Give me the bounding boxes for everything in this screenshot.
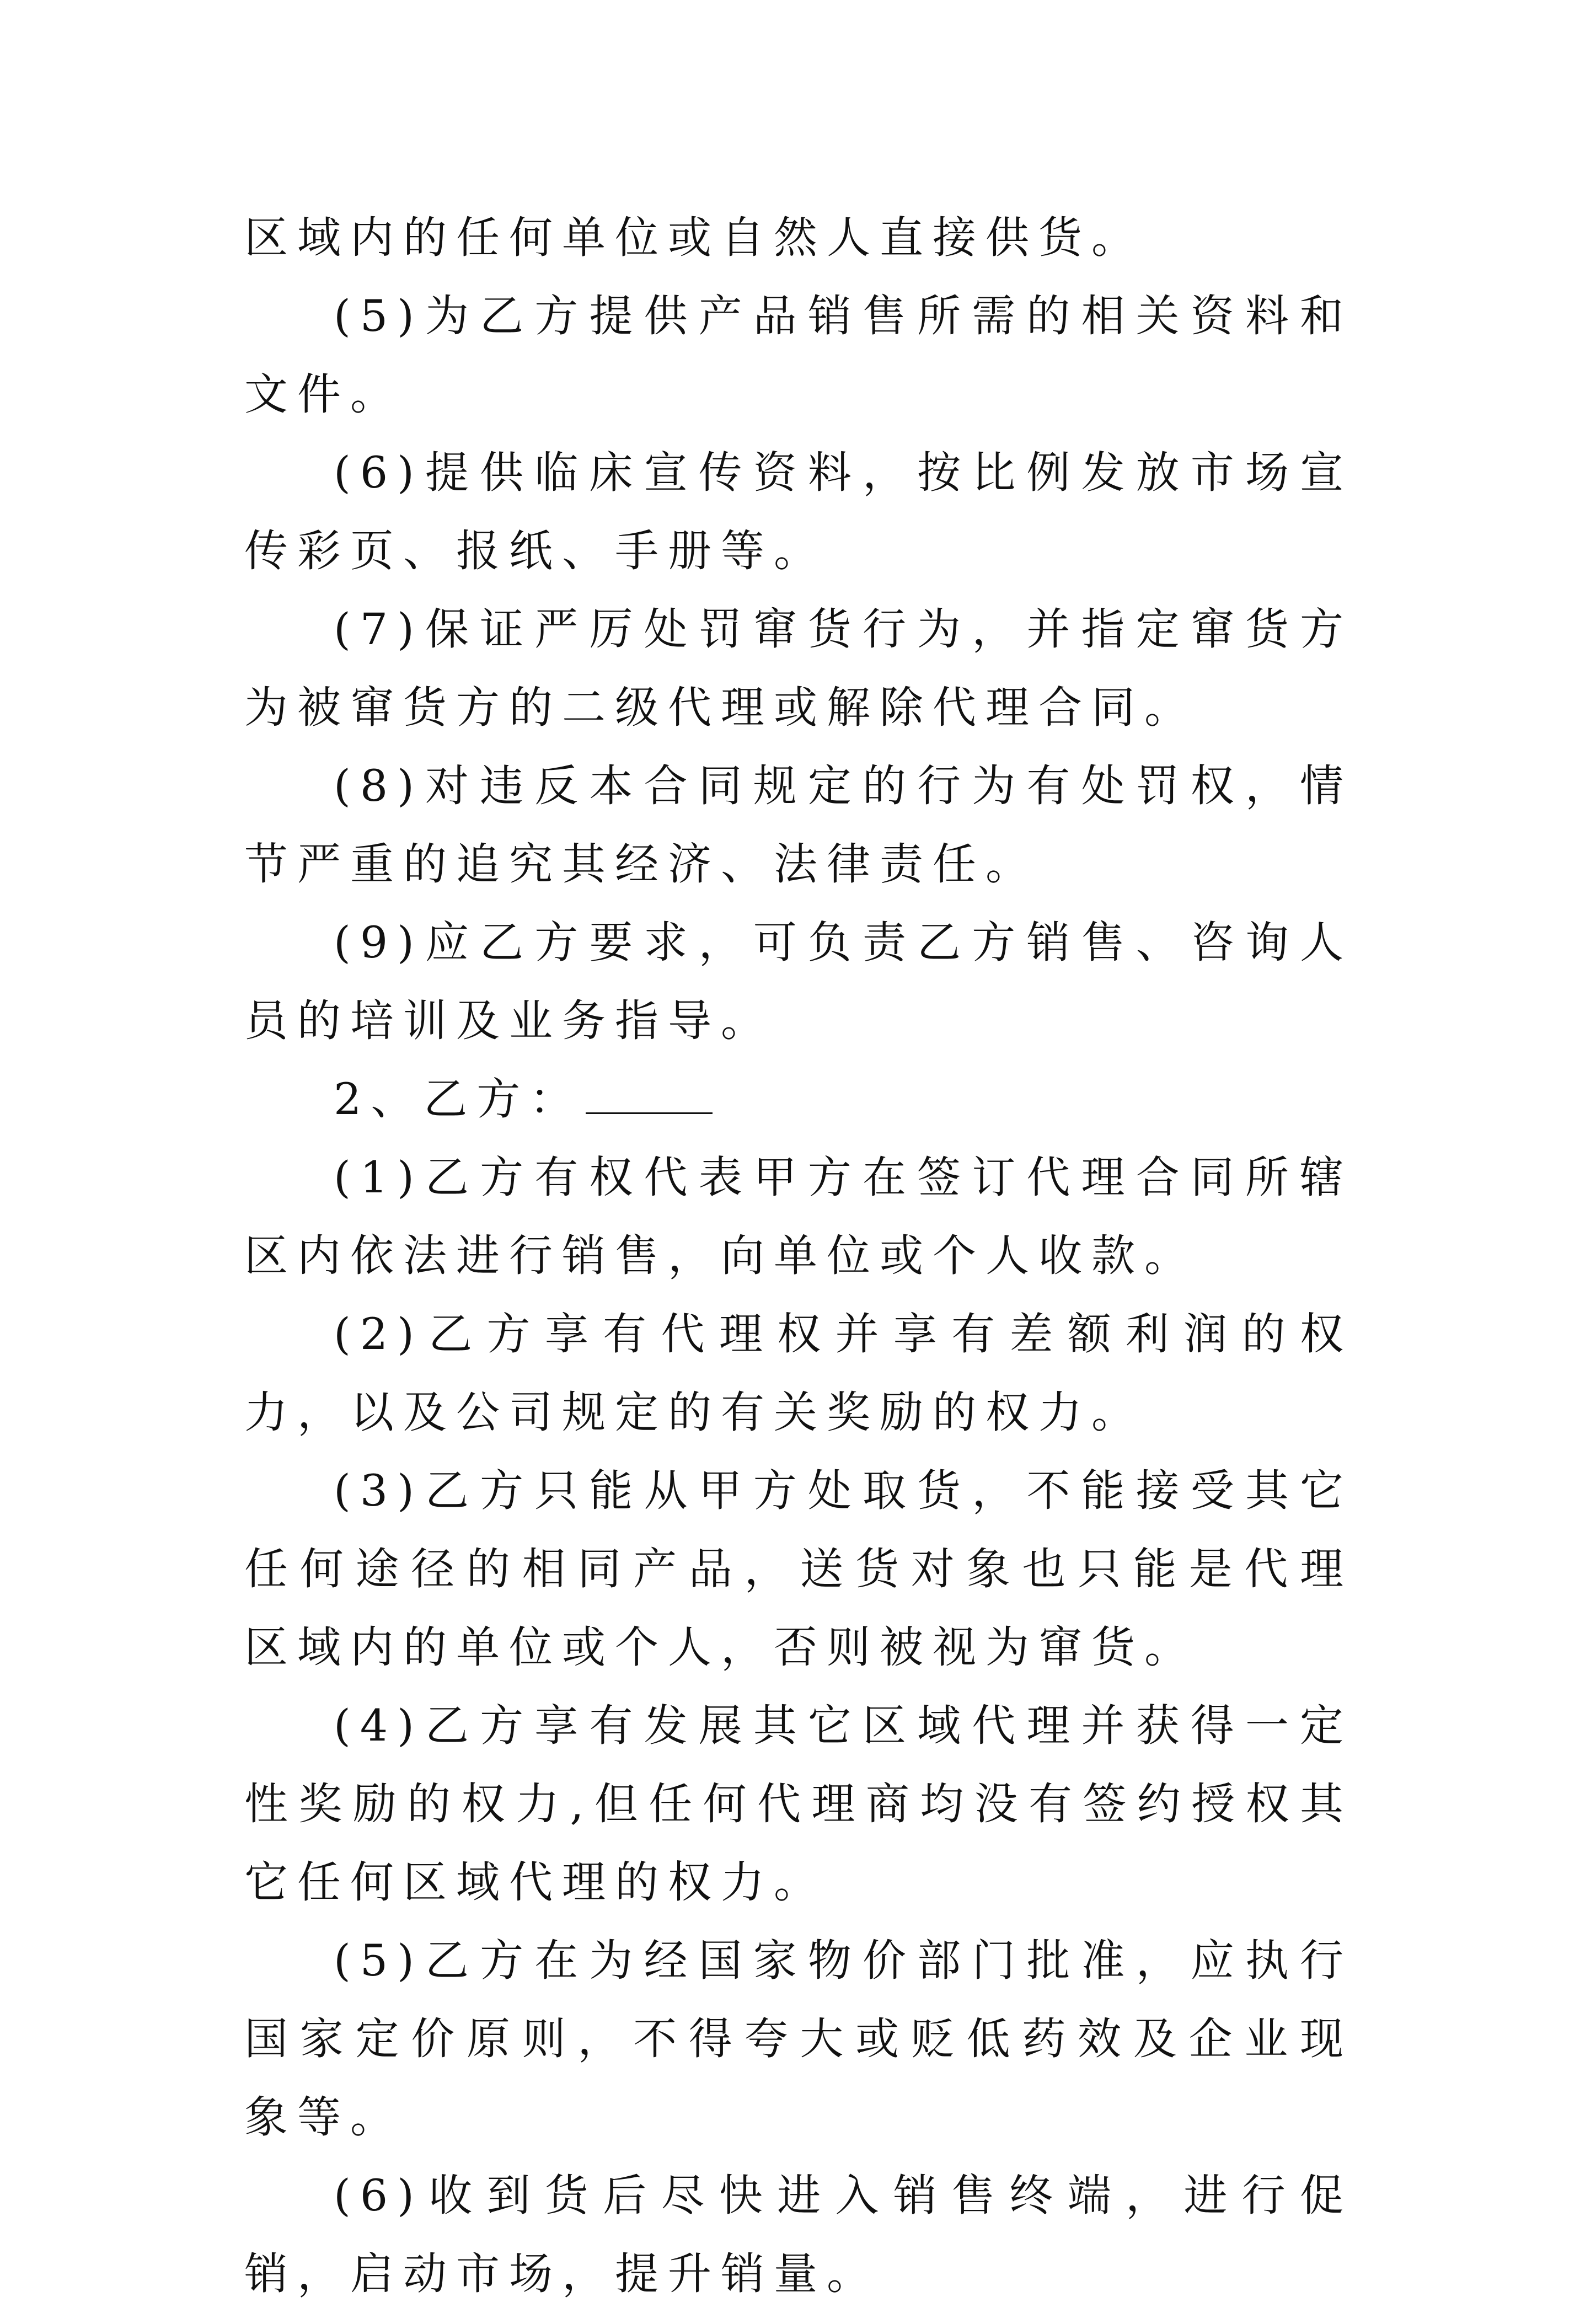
paragraph-party-a-item-5: (5)为乙方提供产品销售所需的相关资料和文件。 xyxy=(244,291,1353,420)
paragraph-party-b-item-4: (4)乙方享有发展其它区域代理并获得一定性奖励的权力,但任何代理商均没有签约授权其它任何区域代理的权力。 xyxy=(244,1700,1353,1908)
paragraph-party-b-heading xyxy=(244,1060,1353,1138)
paragraph-party-b-item-3: (3)乙方只能从甲方处取货，不能接受其它任何途径的相同产品，送货对象也只能是代理区域内的单位或个人，否则被视为窜货。 xyxy=(244,1465,1353,1673)
paragraph-party-a-item-7: (7)保证严厉处罚窜货行为，并指定窜货方为被窜货方的二级代理或解除代理合同。 xyxy=(244,604,1353,733)
party-b-heading-label: 2、乙方： xyxy=(334,1074,583,1125)
party-b-blank-line xyxy=(586,1074,713,1114)
paragraph-party-b-item-1: (1)乙方有权代表甲方在签订代理合同所辖区内依法进行销售，向单位或个人收款。 xyxy=(244,1152,1353,1281)
paragraph-party-a-item-9: (9)应乙方要求，可负责乙方销售、咨询人员的培训及业务指导。 xyxy=(244,917,1353,1046)
paragraph-party-b-item-5: (5)乙方在为经国家物价部门批准，应执行国家定价原则，不得夸大或贬低药效及企业现象等。 xyxy=(244,1935,1353,2143)
paragraph-party-b-item-2: (2)乙方享有代理权并享有差额利润的权力，以及公司规定的有关奖励的权力。 xyxy=(244,1309,1353,1438)
paragraph-party-a-item-8: (8)对违反本合同规定的行为有处罚权，情节严重的追究其经济、法律责任。 xyxy=(244,761,1353,890)
paragraph-party-a-item-6: (6)提供临床宣传资料，按比例发放市场宣传彩页、报纸、手册等。 xyxy=(244,447,1353,576)
contract-text-body xyxy=(244,199,1353,2313)
paragraph-continuation: 区域内的任何单位或自然人直接供货。 xyxy=(244,212,1144,263)
paragraph-party-b-item-6: (6)收到货后尽快进入销售终端，进行促销，启动市场，提升销量。 xyxy=(244,2170,1353,2299)
